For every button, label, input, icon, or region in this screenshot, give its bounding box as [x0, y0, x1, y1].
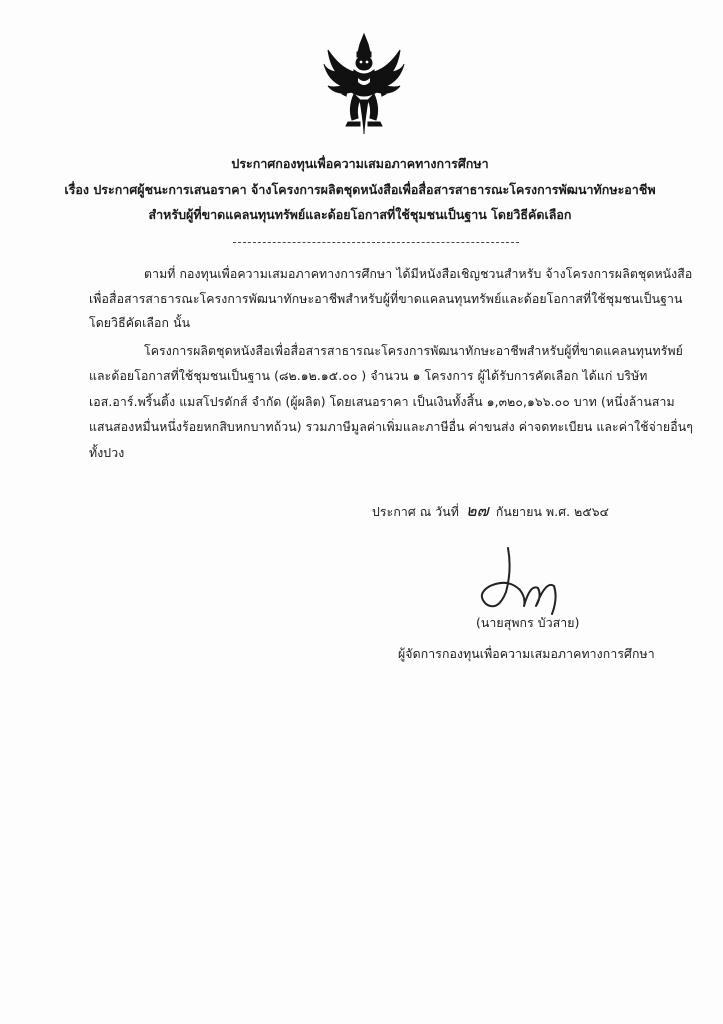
paragraph-1-line: เพื่อสื่อสารสาธารณะโครงการพัฒนาทักษะอาชีพสำหรับผู้ที่ขาดแคลนทุนทรัพย์และด้อยโอกาสที่ใช้ชุมชนเป็นฐาน	[89, 292, 683, 306]
separator-line	[233, 242, 519, 243]
announcement-title: ประกาศกองทุนเพื่อความเสมอภาคทางการศึกษา	[231, 156, 489, 171]
signature	[468, 540, 578, 620]
paragraph-2-line: ทั้งปวง	[89, 446, 125, 460]
paragraph-2-line: โครงการผลิตชุดหนังสือเพื่อสื่อสารสาธารณะโครงการพัฒนาทักษะอาชีพสำหรับผู้ที่ขาดแคลนทุนทรัพย์	[144, 344, 683, 358]
announcement-subject: เรื่อง ประกาศผู้ชนะการเสนอราคา จ้างโครงการผลิตชุดหนังสือเพื่อสื่อสารสาธารณะโครงการพัฒนาทักษะอาชีพ	[64, 182, 656, 197]
paragraph-2-line: เอส.อาร์.พริ้นติ้ง แมสโปรดักส์ จำกัด (ผู้ผลิต) โดยเสนอราคา เป็นเงินทั้งสิ้น ๑,๓๒๐,๑๖๖.๐๐ บาท (หนึ่งล้านสาม	[89, 395, 675, 409]
paragraph-1-line: ตามที่ กองทุนเพื่อความเสมอภาคทางการศึกษา ได้มีหนังสือเชิญชวนสำหรับ จ้างโครงการผลิตชุดหนังสือ	[144, 267, 693, 281]
paragraph-1-line: โดยวิธีคัดเลือก นั้น	[89, 316, 191, 330]
date-prefix: ประกาศ ณ วันที่	[372, 505, 460, 519]
announcement-subject-cont: สำหรับผู้ที่ขาดแคลนทุนทรัพย์และด้อยโอกาสที่ใช้ชุมชนเป็นฐาน โดยวิธีคัดเลือก	[148, 207, 572, 222]
signatory-name: (นายสุพกร บัวสาย)	[476, 616, 580, 630]
garuda-emblem-icon	[322, 30, 406, 140]
announcement-date	[372, 499, 609, 524]
paragraph-2-line: แสนสองหมื่นหนึ่งร้อยหกสิบหกบาทถ้วน) รวมภาษีมูลค่าเพิ่มและภาษีอื่น ค่าขนส่ง ค่าจดทะเบียน และค่าใช้จ่ายอื่นๆ	[89, 420, 693, 434]
date-day: ๒๗	[466, 501, 489, 520]
paragraph-2-line: และด้อยโอกาสที่ใช้ชุมชนเป็นฐาน (๘๒.๑๒.๑๕.๐๐ ) จำนวน ๑ โครงการ ผู้ได้รับการคัดเลือก ได้แก่ บริษัท	[89, 369, 648, 383]
date-suffix: กันยายน พ.ศ. ๒๕๖๔	[495, 505, 610, 519]
signatory-title: ผู้จัดการกองทุนเพื่อความเสมอภาคทางการศึกษา	[398, 647, 655, 661]
